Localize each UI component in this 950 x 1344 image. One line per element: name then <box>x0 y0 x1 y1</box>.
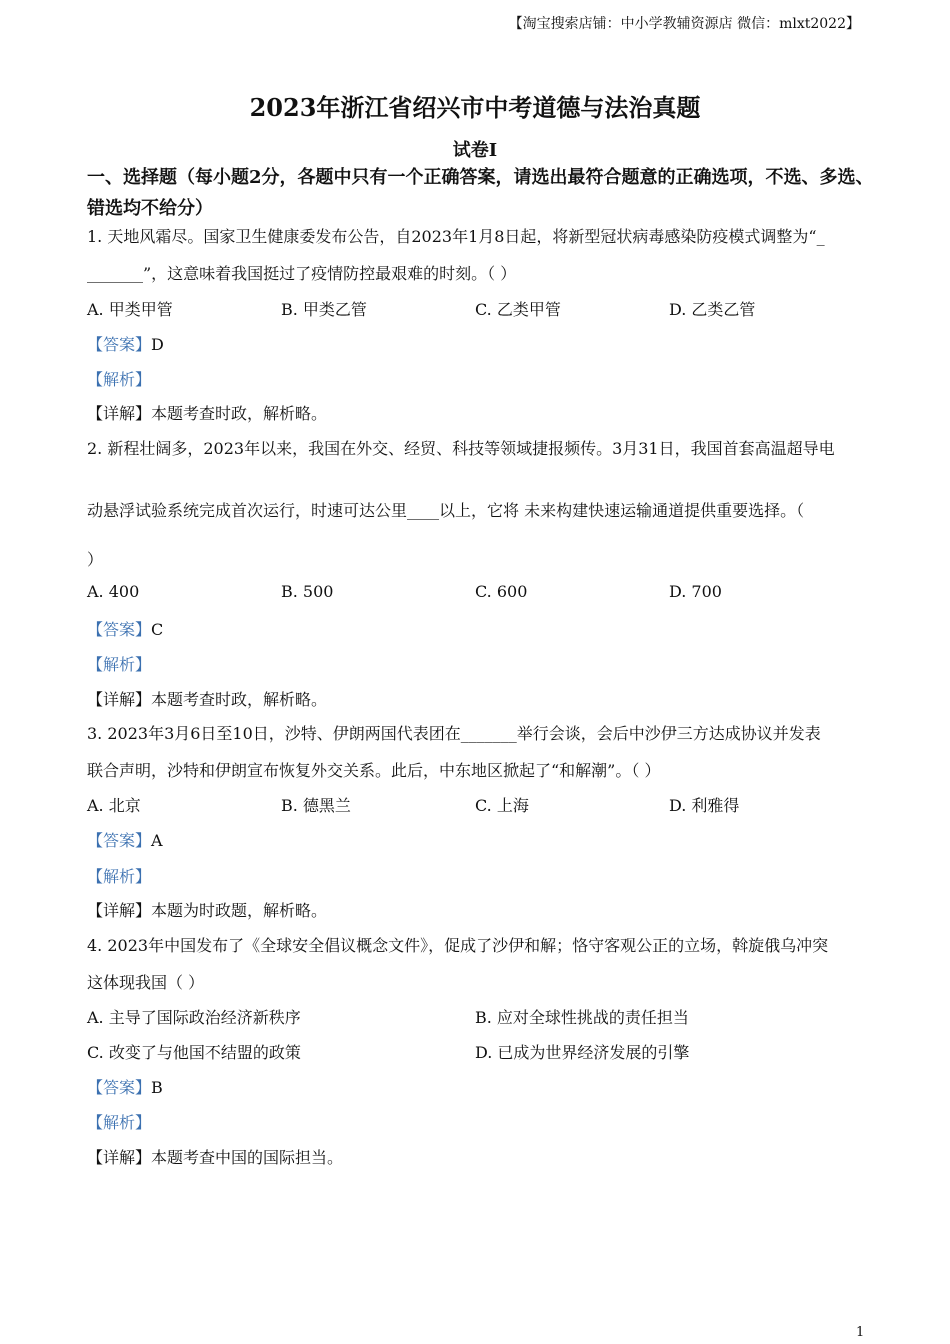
question-2-line-2: 动悬浮试验系统完成首次运行，时速可达公里____以上，它将 未来构建快速运输通道提供重要选择。（ <box>87 501 805 520</box>
detail-label: 【详解】 <box>87 1148 152 1167</box>
question-2-option-a: A. 400 <box>87 582 140 601</box>
question-1-option-c: C. 乙类甲管 <box>475 300 561 319</box>
answer-label: 【答案】 <box>87 620 152 639</box>
question-1-analysis-label: 【解析】 <box>87 370 152 389</box>
question-3-line-1: 3. 2023年3月6日至10日，沙特、伊朗两国代表团在_______举行会谈，会后中沙伊三方达成协议并发表 <box>87 724 821 743</box>
detail-label: 【详解】 <box>87 690 152 709</box>
question-4-answer <box>87 1075 163 1098</box>
detail-text: 本题考查时政，解析略。 <box>151 404 328 423</box>
answer-value: A <box>151 831 163 850</box>
question-3-answer <box>87 828 163 851</box>
question-1-answer <box>87 332 164 355</box>
paper-subtitle: 试卷Ⅰ <box>452 140 498 161</box>
answer-label: 【答案】 <box>87 1078 152 1097</box>
detail-text: 本题为时政题，解析略。 <box>151 901 328 920</box>
question-4-option-a: A. 主导了国际政治经济新秩序 <box>87 1008 301 1027</box>
header-note: 【淘宝搜索店铺：中小学教辅资源店 微信：mlxt2022】 <box>508 16 860 32</box>
page-number: 1 <box>856 1325 865 1340</box>
question-4-option-c: C. 改变了与他国不结盟的政策 <box>87 1043 301 1062</box>
question-3-analysis-label: 【解析】 <box>87 867 152 886</box>
question-2-detail <box>87 687 327 710</box>
detail-text: 本题考查时政，解析略。 <box>151 690 328 709</box>
question-4-line-2: 这体现我国（ ） <box>87 973 205 992</box>
question-1-line-2: _______”，这意味着我国挺过了疫情防控最艰难的时刻。（ ） <box>87 264 517 283</box>
question-4-option-d: D. 已成为世界经济发展的引擎 <box>475 1043 690 1062</box>
question-2-answer <box>87 617 163 640</box>
question-3-option-d: D. 利雅得 <box>669 796 740 815</box>
question-1-option-d: D. 乙类乙管 <box>669 300 756 319</box>
question-1-option-a: A. 甲类甲管 <box>87 300 173 319</box>
question-2-option-b: B. 500 <box>281 582 334 601</box>
page-title: 2023年浙江省绍兴市中考道德与法治真题 <box>249 93 701 122</box>
question-3-option-b: B. 德黑兰 <box>281 796 351 815</box>
question-3-option-a: A. 北京 <box>87 796 141 815</box>
question-3-option-c: C. 上海 <box>475 796 529 815</box>
question-1-option-b: B. 甲类乙管 <box>281 300 367 319</box>
section-heading: 一、选择题（每小题2分，各题中只有一个正确答案，请选出最符合题意的正确选项，不选、多选、错选均不给分） <box>87 167 874 219</box>
detail-label: 【详解】 <box>87 404 152 423</box>
question-2-line-3: ） <box>87 550 104 569</box>
detail-text: 本题考查中国的国际担当。 <box>151 1148 344 1167</box>
answer-value: B <box>151 1078 163 1097</box>
question-4-option-b: B. 应对全球性挑战的责任担当 <box>475 1008 689 1027</box>
question-1-detail <box>87 401 327 424</box>
question-4-line-1: 4. 2023年中国发布了《全球安全倡议概念文件》，促成了沙伊和解；恪守客观公正的立场，斡旋俄乌冲突 <box>87 936 829 955</box>
question-2-option-d: D. 700 <box>669 582 722 601</box>
answer-label: 【答案】 <box>87 831 152 850</box>
question-3-detail <box>87 898 327 921</box>
question-4-analysis-label: 【解析】 <box>87 1113 152 1132</box>
question-2-analysis-label: 【解析】 <box>87 655 152 674</box>
answer-value: C <box>151 620 164 639</box>
question-2-option-c: C. 600 <box>475 582 528 601</box>
question-4-detail <box>87 1145 343 1168</box>
question-3-line-2: 联合声明，沙特和伊朗宣布恢复外交关系。此后，中东地区掀起了“和解潮”。（ ） <box>87 761 661 780</box>
answer-value: D <box>151 335 164 354</box>
question-1-line-1: 1. 天地风霜尽。国家卫生健康委发布公告，自2023年1月8日起，将新型冠状病毒感染防疫模式调整为“_ <box>87 227 825 246</box>
answer-label: 【答案】 <box>87 335 152 354</box>
detail-label: 【详解】 <box>87 901 152 920</box>
question-2-line-1: 2. 新程壮阔多，2023年以来，我国在外交、经贸、科技等领域捷报频传。3月31日，我国首套高温超导电 <box>87 439 835 458</box>
